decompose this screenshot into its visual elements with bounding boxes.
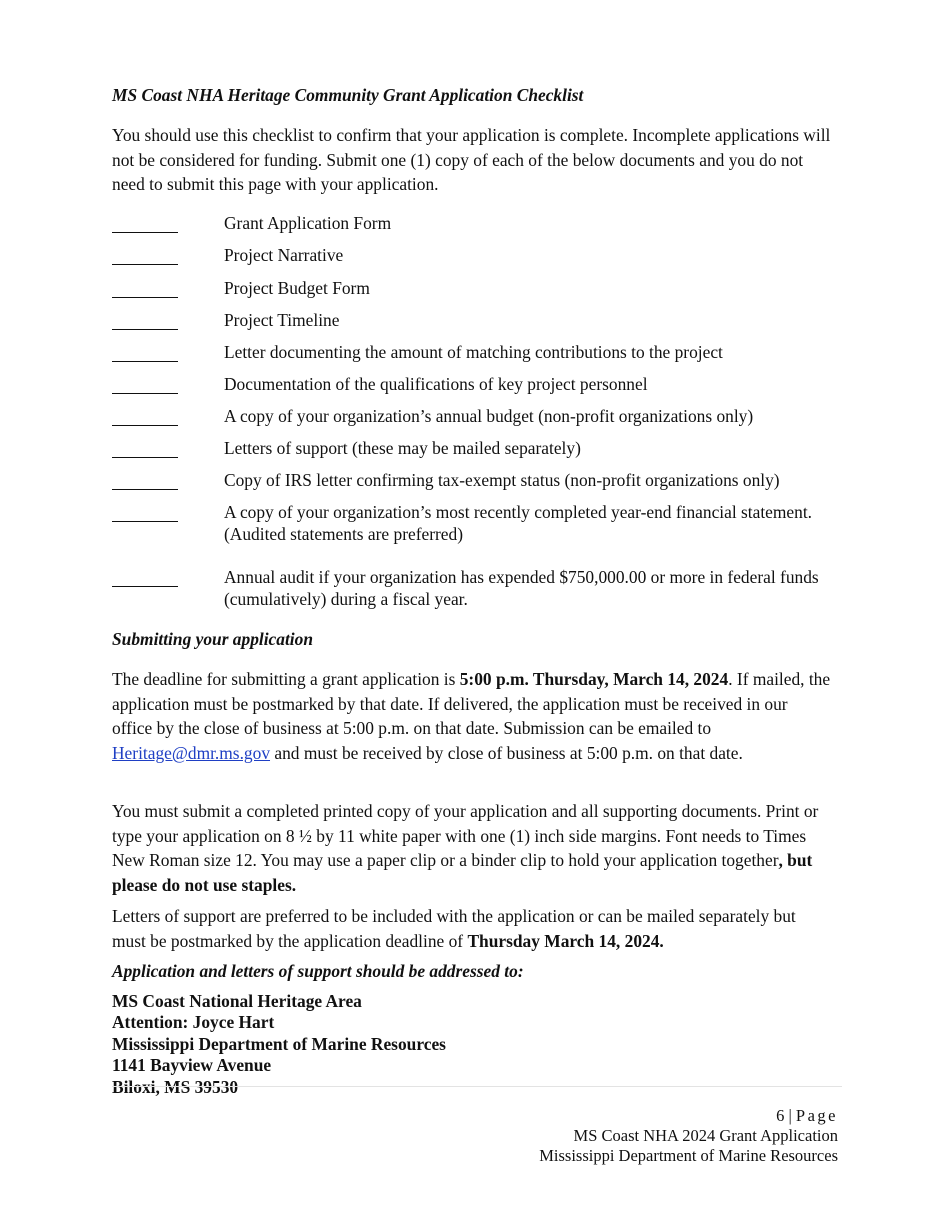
checklist-checkbox-line[interactable] bbox=[112, 264, 178, 265]
checklist-checkbox-line[interactable] bbox=[112, 521, 178, 522]
checklist-item: Project Narrative bbox=[224, 245, 344, 265]
checklist-checkbox-line[interactable] bbox=[112, 586, 178, 587]
address-line: MS Coast National Heritage Area bbox=[112, 991, 362, 1011]
checklist-checkbox-line[interactable] bbox=[112, 393, 178, 394]
submitting-heading: Submitting your application bbox=[112, 629, 314, 649]
document-title: MS Coast NHA Heritage Community Grant Application Checklist bbox=[112, 85, 584, 105]
footer-application: MS Coast NHA 2024 Grant Application bbox=[573, 1126, 838, 1145]
letters-text: Letters of support are preferred to be included with the application or can be mailed separately but must be postmarked by the application deadline of bbox=[112, 906, 796, 951]
checklist-item: A copy of your organization’s most recently completed year-end financial statement. (Audited statements are preferred) bbox=[224, 502, 813, 544]
letters-paragraph bbox=[112, 904, 832, 953]
footer-divider bbox=[112, 1086, 842, 1087]
checklist-checkbox-line[interactable] bbox=[112, 329, 178, 330]
address-line: Mississippi Department of Marine Resources bbox=[112, 1033, 446, 1054]
checklist-checkbox-line[interactable] bbox=[112, 489, 178, 490]
address-line: Biloxi, MS 39530 bbox=[112, 1076, 239, 1097]
deadline-text-1: The deadline for submitting a grant application is bbox=[112, 669, 460, 689]
checklist-item: Project Timeline bbox=[224, 310, 340, 330]
checklist-item: Annual audit if your organization has expended $750,000.00 or more in federal funds (cumulatively) during a fiscal year. bbox=[224, 567, 819, 609]
checklist-checkbox-line[interactable] bbox=[112, 457, 178, 458]
checklist-item: Letter documenting the amount of matching contributions to the project bbox=[224, 342, 723, 362]
deadline-text-3: and must be received by close of business at 5:00 p.m. on that date. bbox=[270, 743, 743, 764]
checklist-item: Letters of support (these may be mailed separately) bbox=[224, 438, 581, 458]
footer-department: Mississippi Department of Marine Resources bbox=[539, 1146, 838, 1165]
deadline-paragraph bbox=[112, 667, 832, 766]
mailing-address bbox=[112, 991, 446, 1098]
intro-paragraph: You should use this checklist to confirm that your application is complete. Incomplete applications will not be considered for funding. Submit one (1) copy of each of the below documents and you do not need to submit this page with your application. bbox=[112, 125, 831, 195]
page-number: 6 bbox=[776, 1106, 785, 1125]
page-separator: | bbox=[784, 1106, 796, 1125]
checklist-item: Grant Application Form bbox=[224, 213, 392, 233]
checklist-item: A copy of your organization’s annual budget (non-profit organizations only) bbox=[224, 406, 754, 426]
deadline-date: 5:00 p.m. Thursday, March 14, 2024 bbox=[459, 669, 729, 689]
page-number-line bbox=[539, 1106, 838, 1126]
checklist-item: Project Budget Form bbox=[224, 278, 370, 298]
checklist-checkbox-line[interactable] bbox=[112, 232, 178, 233]
format-paragraph bbox=[112, 799, 832, 898]
letters-deadline: Thursday March 14, 2024. bbox=[467, 930, 664, 951]
email-link[interactable]: Heritage@dmr.ms.gov bbox=[112, 743, 271, 764]
checklist-checkbox-line[interactable] bbox=[112, 361, 178, 362]
page-footer bbox=[539, 1106, 838, 1166]
checklist-item: Documentation of the qualifications of key project personnel bbox=[224, 374, 648, 394]
checklist-item: Copy of IRS letter confirming tax-exempt status (non-profit organizations only) bbox=[224, 470, 780, 490]
address-heading: Application and letters of support should be addressed to: bbox=[112, 961, 524, 981]
address-line: Attention: Joyce Hart bbox=[112, 1012, 275, 1033]
page-word: Page bbox=[795, 1106, 838, 1125]
address-line: 1141 Bayview Avenue bbox=[112, 1055, 272, 1076]
checklist-checkbox-line[interactable] bbox=[112, 297, 178, 298]
checklist-checkbox-line[interactable] bbox=[112, 425, 178, 426]
deadline-text-2: . If mailed, the application must be postmarked by that date. If delivered, the application must be received in our office by the close of business at 5:00 p.m. on that date. Submission can be emailed to bbox=[112, 669, 831, 739]
staples-warning: , but please do not use staples. bbox=[112, 850, 813, 896]
format-text: You must submit a completed printed copy of your application and all supporting documents. Print or type your application on 8 ½ by 11 white paper with one (1) inch side margins. Font needs to Times New Roman size 12. You may use a paper clip or a binder clip to hold your application together bbox=[112, 801, 819, 871]
